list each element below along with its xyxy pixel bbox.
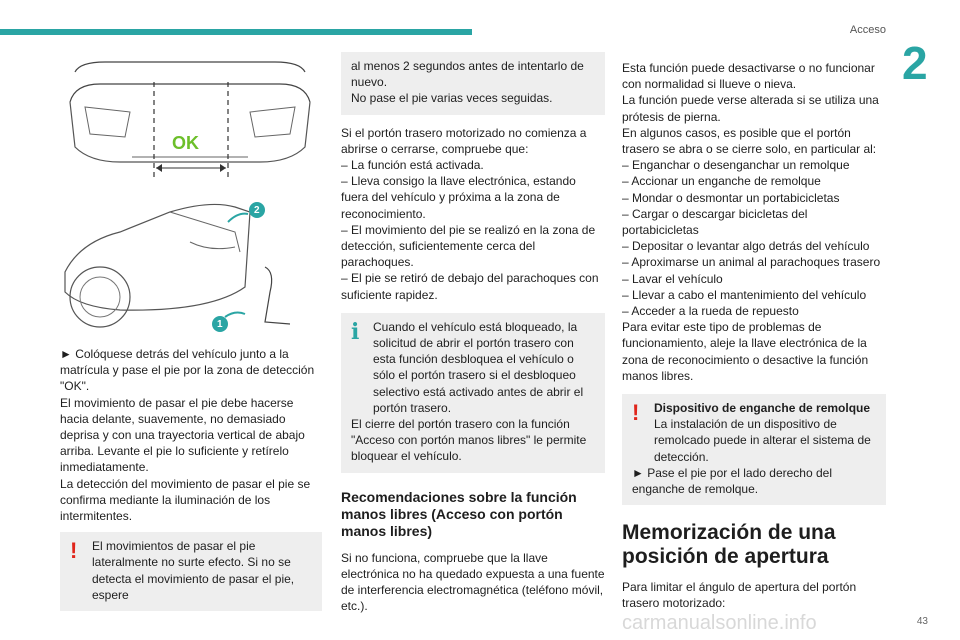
paragraph-movement: El movimiento de pasar el pie debe hacerse hacia delante, suavemente, no demasiado deprisa y con una trayectoria vertical de abajo arriba. Levante el pie lo suficiente y retírelo inmediatamente. <box>60 395 305 475</box>
warning-continued-text: al menos 2 segundos antes de intentarlo de nuevo. <box>351 59 584 90</box>
paragraph-cases-intro: En algunos casos, es posible que el portón trasero se abra o se cierre solo, en particular al: <box>622 125 877 157</box>
paragraph-confirmation: La detección del movimiento de pasar el pie se confirma mediante la iluminación de los intermitentes. <box>60 476 311 524</box>
list-item: – Cargar o descargar bicicletas del portabicicletas <box>622 206 808 238</box>
paragraph-avoid: Para evitar este tipo de problemas de funcionamiento, aleje la llave electrónica de la zona de reconocimiento o desactive la función manos libres. <box>622 320 869 383</box>
column-3 <box>622 60 886 612</box>
paragraph-interference: Si no funciona, compruebe que la llave electrónica no ha quedado expuesta a una fuente de interferencia electromagnética (teléfono móvil, etc.). <box>341 550 605 614</box>
list-item: – Depositar o levantar algo detrás del vehículo <box>622 239 870 254</box>
column-1 <box>60 52 322 621</box>
paragraph-limit-angle: Para limitar el ángulo de apertura del portón trasero motorizado: <box>622 580 857 611</box>
check-item-3: – El movimiento del pie se realizó en la zona de detección, suficientemente cerca del parachoques. <box>341 222 596 270</box>
list-item: – Llevar a cabo el mantenimiento del vehículo <box>622 287 867 302</box>
paragraph-prosthesis: La función puede verse alterada si se utiliza una prótesis de pierna. <box>622 93 879 124</box>
check-item-4: – El pie se retiró de debajo del parachoques con suficiente rapidez. <box>341 271 599 302</box>
check-item-2: – Lleva consigo la llave electrónica, estando fuera del vehículo y próxima a la zona de reconocimiento. <box>341 174 576 221</box>
warning-icon: ! <box>70 538 78 564</box>
step-pass-foot: ► Colóquese detrás del vehículo junto a la matrícula y pase el pie por la zona de detección "OK". <box>60 347 315 394</box>
bumper-illustration <box>60 52 322 180</box>
marker-1: 1 <box>217 319 223 330</box>
warning-box-lateral <box>60 532 322 611</box>
check-item-1: – La función está activada. <box>341 158 484 173</box>
column-2 <box>341 52 605 614</box>
figure-foot-gesture <box>60 192 322 334</box>
warning-icon: ! <box>632 400 640 426</box>
car-foot-illustration <box>60 192 322 334</box>
section-title: Acceso <box>849 24 886 36</box>
warning-title: Dispositivo de enganche de remolque <box>654 401 871 416</box>
list-item: – Accionar un enganche de remolque <box>622 174 821 189</box>
chapter-number: 2 <box>902 37 928 89</box>
section-heading-memorize: Memorización de una posición de apertura <box>622 521 836 569</box>
page-number: 43 <box>916 616 928 627</box>
list-item: – Acceder a la rueda de repuesto <box>622 304 799 319</box>
check-intro: Si el portón trasero motorizado no comienza a abrirse o cerrarse, compruebe que: <box>341 125 587 156</box>
section-heading-recommendations: Recomendaciones sobre la función manos libres (Acceso con portón manos libres) <box>341 488 577 539</box>
marker-2: 2 <box>254 205 260 216</box>
warning-text: El movimientos de pasar el pie lateralmente no surte efecto. Si no se detecta el movimiento de pasar el pie, espere <box>92 539 295 602</box>
warning-box-towbar <box>622 394 886 505</box>
header-bar <box>0 29 472 35</box>
list-item: – Mondar o desmontar un portabicicletas <box>622 190 840 205</box>
list-item: – Enganchar o desenganchar un remolque <box>622 158 850 173</box>
warning-continued-text-2: No pase el pie varias veces seguidas. <box>351 91 553 106</box>
info-text-2: El cierre del portón trasero con la función "Acceso con portón manos libres" le permite bloquear el vehículo. <box>351 417 587 464</box>
warning-box-continued <box>341 52 605 115</box>
list-item: – Lavar el vehículo <box>622 271 723 286</box>
info-box-locked <box>341 313 605 473</box>
info-text-1: Cuando el vehículo está bloqueado, la solicitud de abrir el portón trasero con esta función desbloquea el vehículo o sólo el portón trasero si el desbloqueo selectivo está activado antes de abrir el portón trasero. <box>373 319 584 415</box>
ok-label: OK <box>172 133 199 153</box>
list-item: – Aproximarse un animal al parachoques trasero <box>622 255 881 270</box>
watermark: carmanualsonline.info <box>622 612 817 634</box>
paragraph-rain: Esta función puede desactivarse o no funcionar con normalidad si llueve o nieva. <box>622 61 875 92</box>
info-icon: i <box>351 318 360 345</box>
warning-towbar-text: La instalación de un dispositivo de remolcado puede in alterar el sistema de detección. <box>654 417 871 464</box>
figure-bumper-ok <box>60 52 322 180</box>
warning-towbar-step: ► Pase el pie por el lado derecho del enganche de remolque. <box>632 465 833 497</box>
